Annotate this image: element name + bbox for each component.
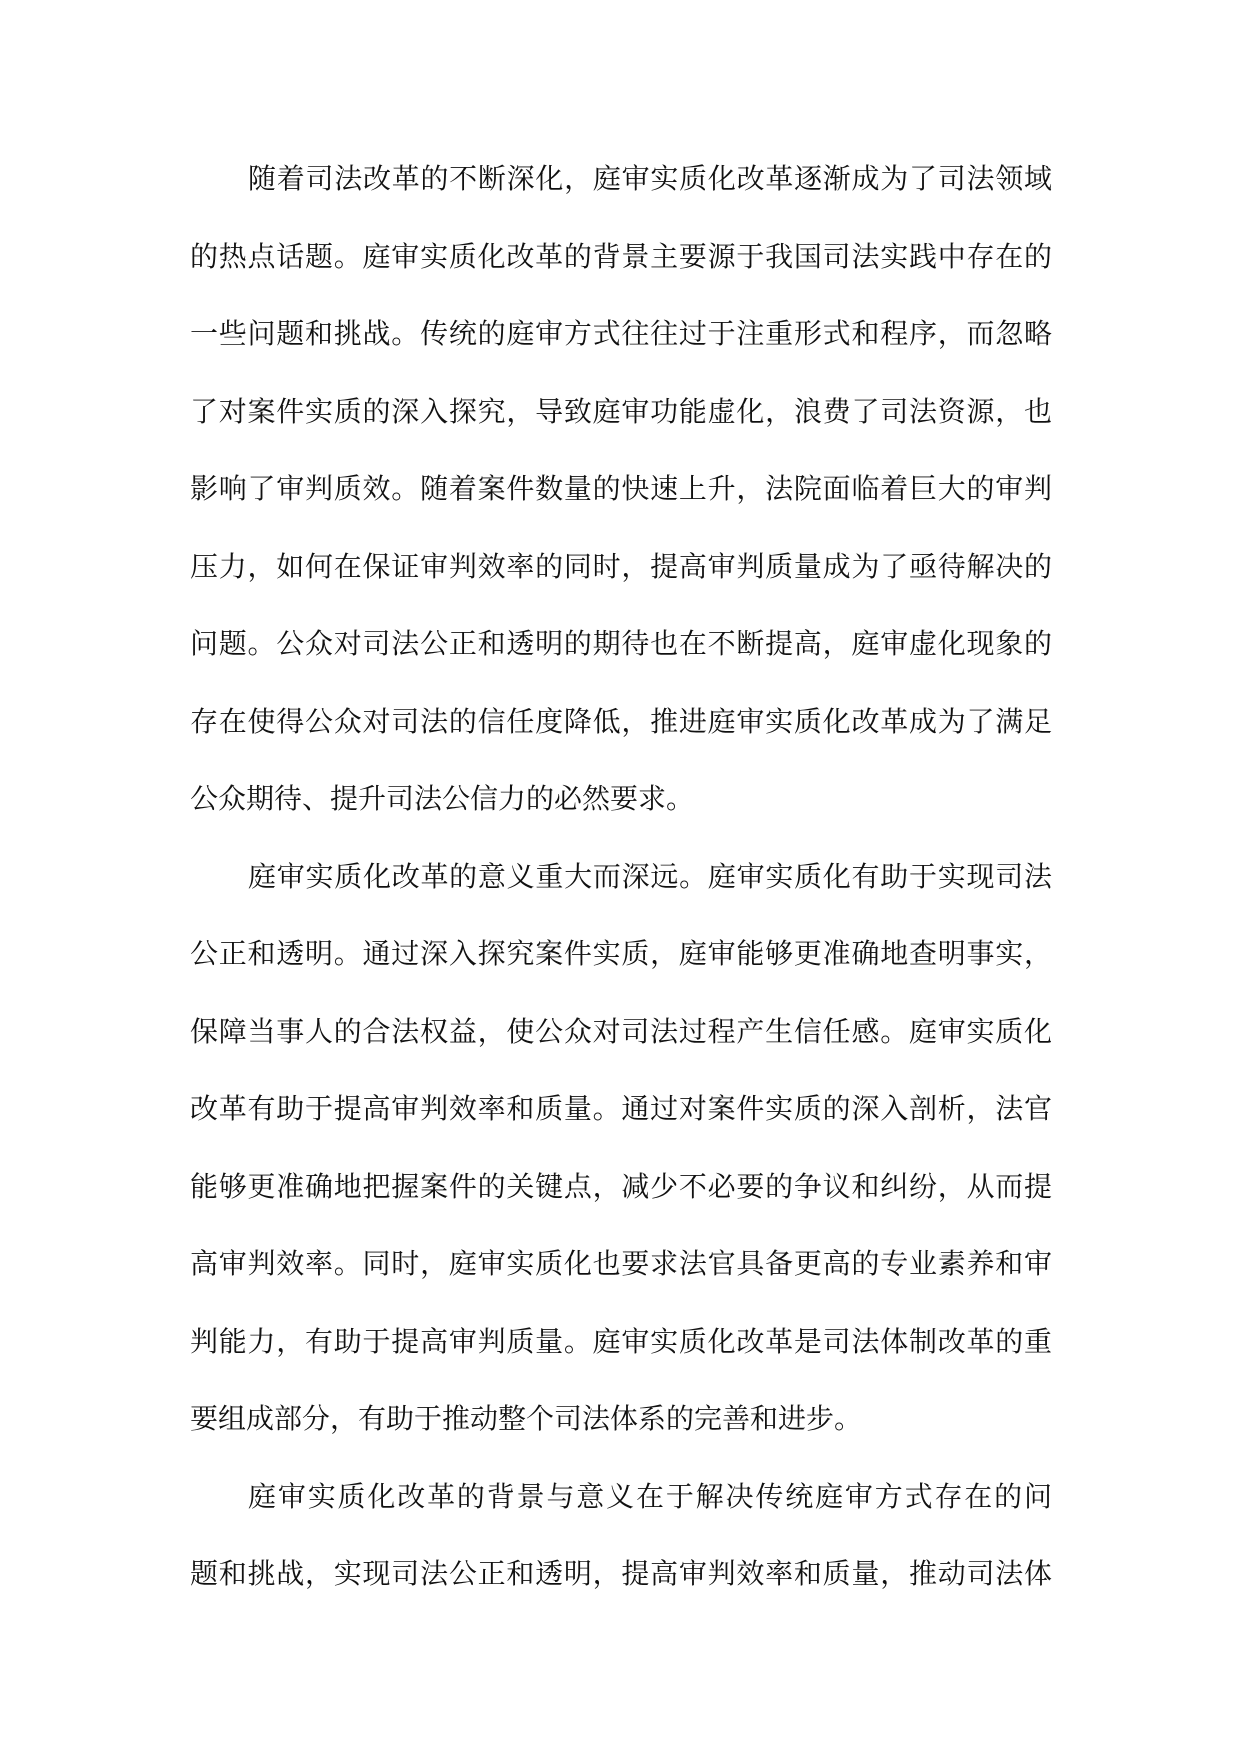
text-line: 能够更准确地把握案件的关键点，减少不必要的争议和纠纷，从而提 <box>190 1169 1052 1203</box>
text-line: 题和挑战，实现司法公正和透明，提高审判效率和质量，推动司法体 <box>190 1557 1052 1590</box>
text-line: 问题。公众对司法公正和透明的期待也在不断提高，庭审虚化现象的 <box>190 627 1052 660</box>
text-line: 高审判效率。同时，庭审实质化也要求法官具备更高的专业素养和审 <box>190 1247 1052 1280</box>
text-line: 了对案件实质的深入探究，导致庭审功能虚化，浪费了司法资源，也 <box>190 394 1052 428</box>
text-line: 压力，如何在保证审判效率的同时，提高审判质量成为了亟待解决的 <box>190 549 1052 583</box>
text-line: 存在使得公众对司法的信任度降低，推进庭审实质化改革成为了满足 <box>190 704 1052 738</box>
text-line: 公正和透明。通过深入探究案件实质，庭审能够更准确地查明事实， <box>190 937 1052 970</box>
text-line: 改革有助于提高审判效率和质量。通过对案件实质的深入剖析，法官 <box>190 1092 1052 1125</box>
text-line: 要组成部分，有助于推动整个司法体系的完善和进步。 <box>190 1402 863 1435</box>
text-line: 庭审实质化改革的背景与意义在于解决传统庭审方式存在的问 <box>248 1479 1052 1513</box>
body-text <box>190 140 1052 1613</box>
text-line: 一些问题和挑战。传统的庭审方式往往过于注重形式和程序，而忽略 <box>190 317 1052 350</box>
text-line: 随着司法改革的不断深化，庭审实质化改革逐渐成为了司法领域 <box>248 162 1052 195</box>
text-line: 的热点话题。庭审实质化改革的背景主要源于我国司法实践中存在的 <box>190 239 1052 273</box>
text-line: 保障当事人的合法权益，使公众对司法过程产生信任感。庭审实质化 <box>190 1014 1052 1048</box>
text-line: 影响了审判质效。随着案件数量的快速上升，法院面临着巨大的审判 <box>190 472 1052 505</box>
text-line: 判能力，有助于提高审判质量。庭审实质化改革是司法体制改革的重 <box>190 1324 1052 1358</box>
text-line: 公众期待、提升司法公信力的必然要求。 <box>190 782 695 815</box>
text-line: 庭审实质化改革的意义重大而深远。庭审实质化有助于实现司法 <box>248 859 1052 893</box>
